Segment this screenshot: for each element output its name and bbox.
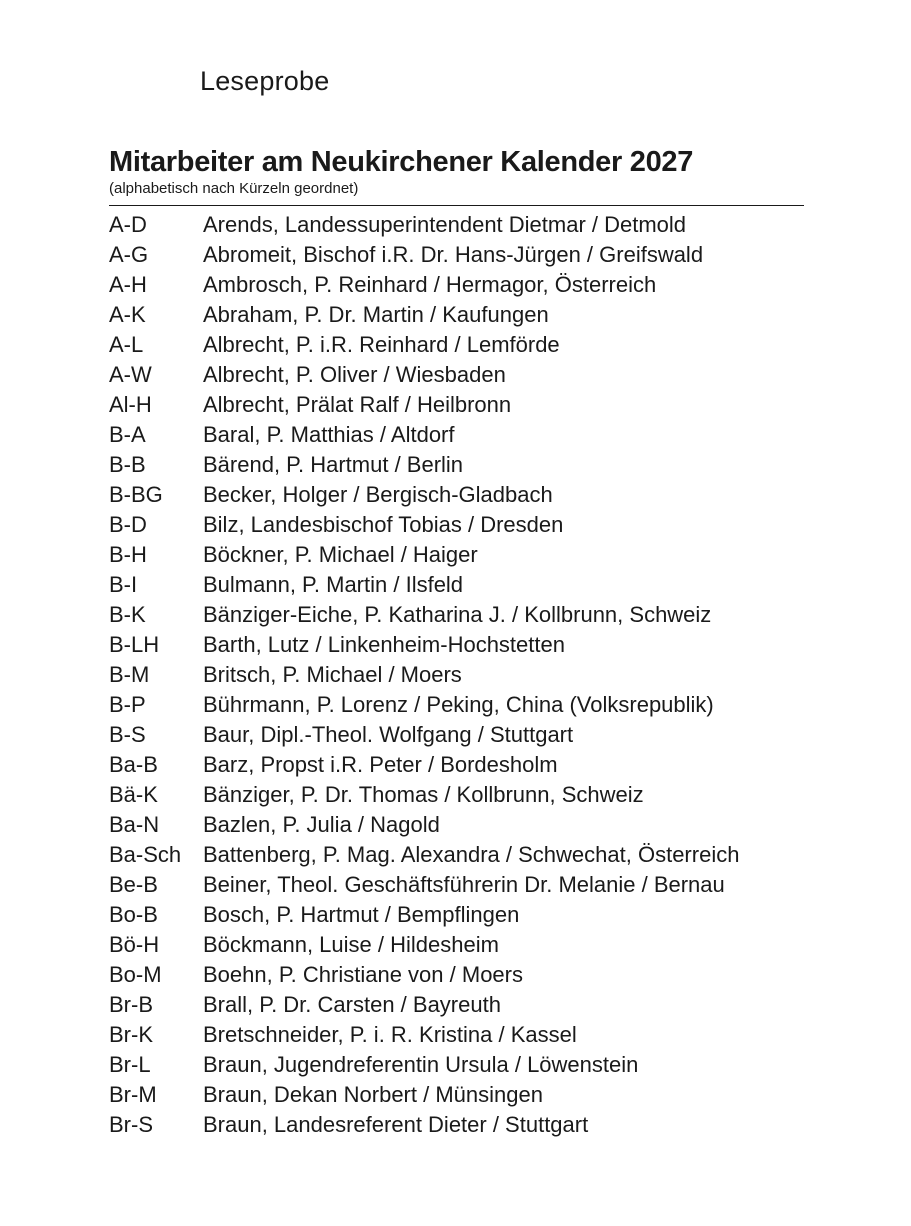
entry-code: Ba-Sch [109,842,182,867]
entry-code: B-H [109,542,147,567]
list-item [109,390,869,420]
list-item [109,1020,869,1050]
entry-code: A-L [109,332,144,357]
entry-name: Braun, Jugendreferentin Ursula / Löwenstein [203,1052,639,1077]
entry-code: A-G [109,242,149,267]
entry-name: Böckner, P. Michael / Haiger [203,542,478,567]
entry-code: Bä-K [109,782,158,807]
entry-name: Bänziger, P. Dr. Thomas / Kollbrunn, Schweiz [203,782,644,807]
list-item [109,360,869,390]
entry-code: Al-H [109,392,152,417]
title-divider [109,205,804,206]
entry-code: Br-B [109,992,153,1017]
entry-name: Abraham, P. Dr. Martin / Kaufungen [203,302,549,327]
entry-name: Albrecht, P. i.R. Reinhard / Lemförde [203,332,560,357]
list-item [109,510,869,540]
list-item [109,750,869,780]
list-item [109,870,869,900]
page-subtitle: (alphabetisch nach Kürzeln geordnet) [109,180,359,197]
page-title: Mitarbeiter am Neukirchener Kalender 2027 [109,146,694,178]
contributor-list [109,210,869,1140]
entry-code: B-BG [109,482,163,507]
entry-name: Bulmann, P. Martin / Ilsfeld [203,572,464,597]
entry-code: Bo-M [109,962,162,987]
entry-code: Ba-B [109,752,158,777]
entry-name: Boehn, P. Christiane von / Moers [203,962,523,987]
entry-name: Albrecht, P. Oliver / Wiesbaden [203,362,506,387]
entry-name: Arends, Landessuperintendent Dietmar / Detmold [203,212,687,237]
entry-name: Bärend, P. Hartmut / Berlin [203,452,464,477]
entry-name: Baur, Dipl.-Theol. Wolfgang / Stuttgart [203,722,574,747]
list-item [109,930,869,960]
entry-code: B-K [109,602,146,627]
entry-code: A-H [109,272,147,297]
entry-code: Bö-H [109,932,160,957]
entry-name: Beiner, Theol. Geschäftsführerin Dr. Melanie / Bernau [203,872,725,897]
list-item [109,330,869,360]
list-item [109,600,869,630]
list-item [109,780,869,810]
entry-code: B-B [109,452,146,477]
list-item [109,540,869,570]
entry-code: B-A [109,422,146,447]
list-item [109,990,869,1020]
entry-code: B-I [109,572,138,597]
entry-name: Bazlen, P. Julia / Nagold [203,812,440,837]
list-item [109,900,869,930]
list-item [109,630,869,660]
entry-name: Braun, Landesreferent Dieter / Stuttgart [203,1112,589,1137]
list-item [109,210,869,240]
entry-name: Bänziger-Eiche, P. Katharina J. / Kollbrunn, Schweiz [203,602,712,627]
entry-code: Br-S [109,1112,153,1137]
entry-code: B-D [109,512,147,537]
entry-name: Braun, Dekan Norbert / Münsingen [203,1082,543,1107]
entry-name: Ambrosch, P. Reinhard / Hermagor, Österreich [203,272,657,297]
list-item [109,690,869,720]
list-item [109,810,869,840]
list-item [109,1110,869,1140]
entry-code: Br-M [109,1082,157,1107]
page-header-label: Leseprobe [200,66,330,96]
entry-name: Barz, Propst i.R. Peter / Bordesholm [203,752,558,777]
list-item [109,300,869,330]
entry-code: Br-K [109,1022,153,1047]
list-item [109,960,869,990]
entry-name: Bosch, P. Hartmut / Bempflingen [203,902,520,927]
list-item [109,480,869,510]
list-item [109,450,869,480]
list-item [109,1080,869,1110]
entry-name: Bilz, Landesbischof Tobias / Dresden [203,512,564,537]
entry-code: A-D [109,212,147,237]
entry-code: B-LH [109,632,160,657]
entry-code: B-M [109,662,150,687]
entry-name: Bührmann, P. Lorenz / Peking, China (Volksrepublik) [203,692,714,717]
entry-code: Br-L [109,1052,151,1077]
list-item [109,840,869,870]
entry-name: Baral, P. Matthias / Altdorf [203,422,455,447]
entry-name: Britsch, P. Michael / Moers [203,662,462,687]
entry-code: A-K [109,302,146,327]
list-item [109,660,869,690]
entry-code: Be-B [109,872,158,897]
entry-code: Ba-N [109,812,160,837]
entry-name: Böckmann, Luise / Hildesheim [203,932,499,957]
entry-code: Bo-B [109,902,158,927]
entry-name: Abromeit, Bischof i.R. Dr. Hans-Jürgen / Greifswald [203,242,704,267]
entry-code: B-P [109,692,146,717]
list-item [109,570,869,600]
entry-code: A-W [109,362,152,387]
entry-name: Bretschneider, P. i. R. Kristina / Kassel [203,1022,577,1047]
entry-name: Brall, P. Dr. Carsten / Bayreuth [203,992,501,1017]
entry-name: Albrecht, Prälat Ralf / Heilbronn [203,392,512,417]
list-item [109,240,869,270]
list-item [109,420,869,450]
entry-name: Barth, Lutz / Linkenheim-Hochstetten [203,632,565,657]
entry-name: Battenberg, P. Mag. Alexandra / Schwechat, Österreich [203,842,740,867]
list-item [109,720,869,750]
list-item [109,270,869,300]
entry-name: Becker, Holger / Bergisch-Gladbach [203,482,553,507]
list-item [109,1050,869,1080]
entry-code: B-S [109,722,146,747]
